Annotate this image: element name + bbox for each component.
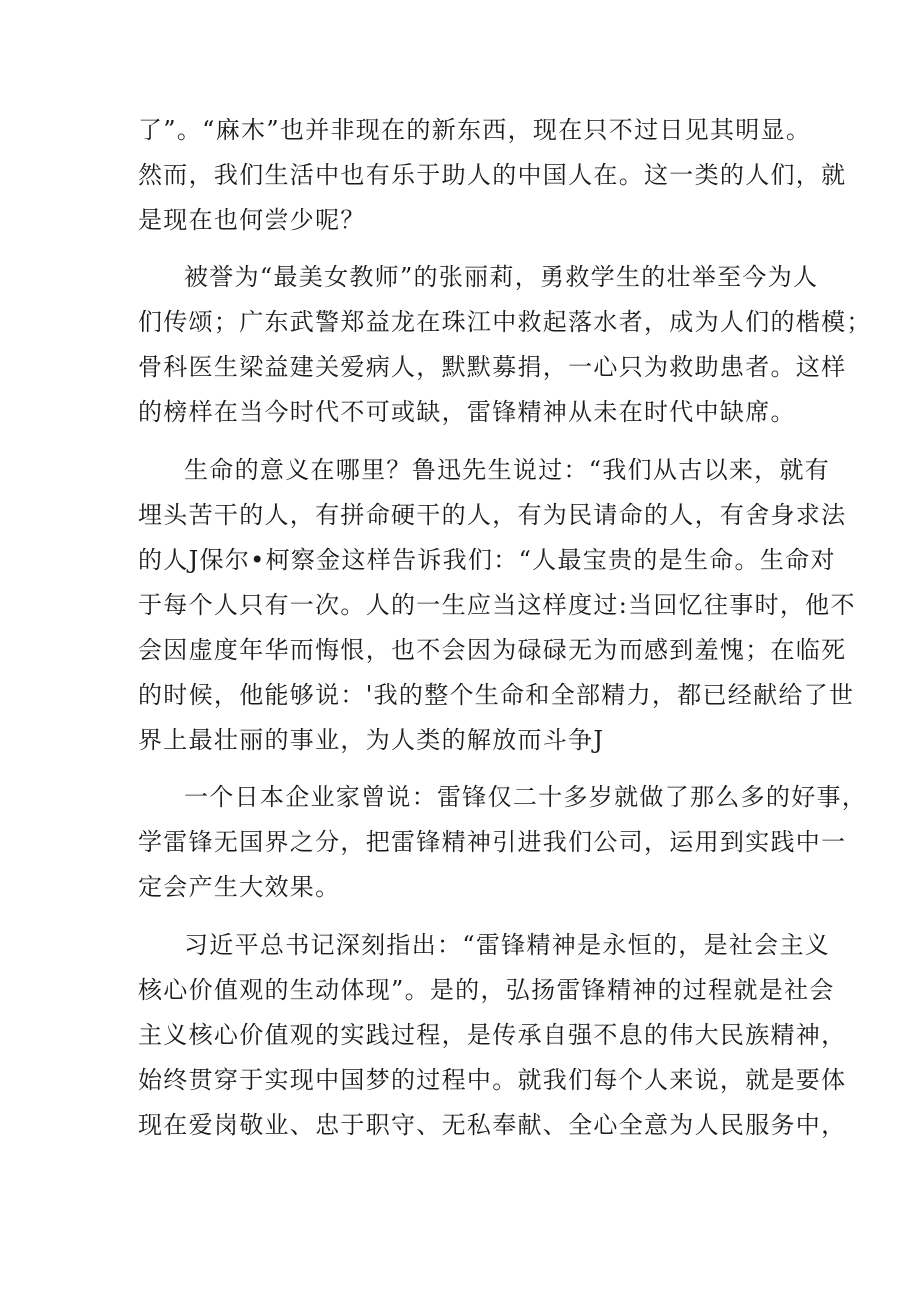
text-line: 骨科医生梁益建关爱病人，默默募捐，一心只为救助患者。这样 — [138, 353, 847, 381]
text-line: 界上最壮丽的事业，为人类的解放而斗争J — [138, 726, 605, 754]
text-line: 学雷锋无国界之分，把雷锋精神引进我们公司，运用到实践中一 — [138, 828, 847, 856]
text-line: 于每个人只有一次。人的一生应当这样度过:当回忆往事时，他不 — [138, 591, 856, 619]
text-line: 然而，我们生活中也有乐于助人的中国人在。这一类的人们，就 — [138, 161, 847, 189]
text-line: 一个日本企业家曾说：雷锋仅二十多岁就做了那么多的好事， — [184, 783, 868, 811]
text-line: 主义核心价值观的实践过程，是传承自强不息的伟大民族精神， — [138, 1021, 847, 1049]
text-line: 的人J保尔•柯察金这样告诉我们：“人最宝贵的是生命。生命对 — [138, 546, 836, 574]
text-line: 是现在也何尝少呢？ — [138, 206, 366, 234]
text-line: 埋头苦干的人，有拼命硬干的人，有为民请命的人，有舍身求法 — [138, 501, 847, 529]
text-line: 生命的意义在哪里？鲁迅先生说过：“我们从古以来，就有 — [184, 456, 831, 484]
text-line: 们传颂；广东武警郑益龙在珠江中救起落水者，成为人们的楷模； — [138, 308, 872, 336]
text-line: 的时候，他能够说：'我的整个生命和全部精力，都已经献给了世 — [138, 681, 855, 709]
text-line: 被誉为“最美女教师”的张丽莉，勇救学生的壮举至今为人 — [184, 263, 819, 291]
text-line: 的榜样在当今时代不可或缺，雷锋精神从未在时代中缺席。 — [138, 398, 796, 426]
text-line: 核心价值观的生动体现”。是的，弘扬雷锋精神的过程就是社会 — [138, 976, 835, 1004]
text-line: 定会产生大效果。 — [138, 873, 341, 901]
text-line: 了”。“麻木”也并非现在的新东西，现在只不过日见其明显。 — [138, 116, 812, 144]
text-line: 习近平总书记深刻指出：“雷锋精神是永恒的，是社会主义 — [184, 931, 831, 959]
text-line: 始终贯穿于实现中国梦的过程中。就我们每个人来说，就是要体 — [138, 1066, 847, 1094]
text-line: 会因虚度年华而悔恨，也不会因为碌碌无为而感到羞愧；在临死 — [138, 636, 847, 664]
text-line: 现在爱岗敬业、忠于职守、无私奉献、全心全意为人民服务中， — [138, 1111, 847, 1139]
